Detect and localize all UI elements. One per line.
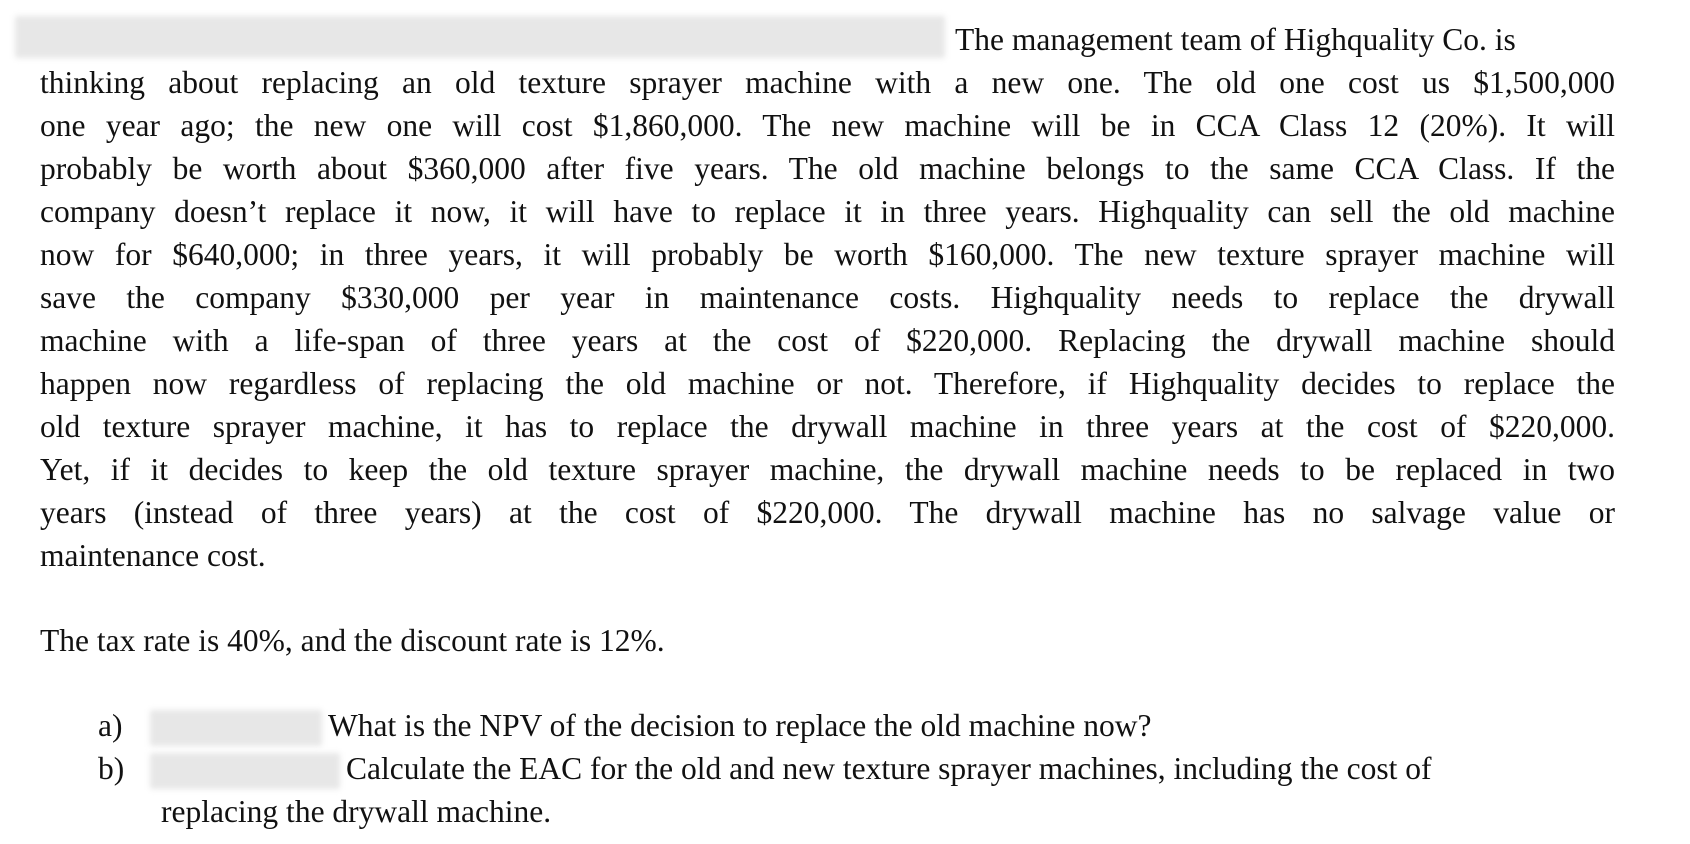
problem-last-line: maintenance cost. [40, 538, 266, 573]
problem-line: years (instead of three years) at the cost of $220,000. The drywall machine has no salvage value or [40, 495, 1615, 530]
rates-line: The tax rate is 40%, and the discount rate is 12%. [40, 623, 665, 658]
problem-line: save the company $330,000 per year in maintenance costs. Highquality needs to replace the drywall [40, 280, 1615, 315]
problem-line: old texture sprayer machine, it has to replace the drywall machine in three years at the cost of $220,000. [40, 409, 1615, 444]
question-b-text: Calculate the EAC for the old and new texture sprayer machines, including the cost of [346, 751, 1432, 786]
problem-line: probably be worth about $360,000 after five years. The old machine belongs to the same CCA Class. If the [40, 151, 1615, 186]
problem-line: one year ago; the new one will cost $1,860,000. The new machine will be in CCA Class 12 (20%). It will [40, 108, 1615, 143]
question-b-label: b) [98, 751, 125, 786]
redacted-header [15, 16, 945, 58]
problem-first-line: The management team of Highquality Co. is [955, 22, 1516, 57]
problem-line: machine with a life-span of three years at the cost of $220,000. Replacing the drywall machine should [40, 323, 1615, 358]
redacted-question-a [150, 710, 322, 746]
problem-line: happen now regardless of replacing the old machine or not. Therefore, if Highquality decides to replace the [40, 366, 1615, 401]
question-a-label: a) [98, 708, 123, 743]
problem-line: now for $640,000; in three years, it will probably be worth $160,000. The new texture sprayer machine will [40, 237, 1615, 272]
redacted-question-b [150, 753, 340, 789]
question-a-text: What is the NPV of the decision to replace the old machine now? [328, 708, 1152, 743]
problem-line: Yet, if it decides to keep the old texture sprayer machine, the drywall machine needs to be replaced in two [40, 452, 1615, 487]
problem-line: thinking about replacing an old texture sprayer machine with a new one. The old one cost us $1,500,000 [40, 65, 1615, 100]
problem-line: company doesn’t replace it now, it will have to replace it in three years. Highquality can sell the old machine [40, 194, 1615, 229]
question-b-continuation: replacing the drywall machine. [161, 794, 552, 829]
